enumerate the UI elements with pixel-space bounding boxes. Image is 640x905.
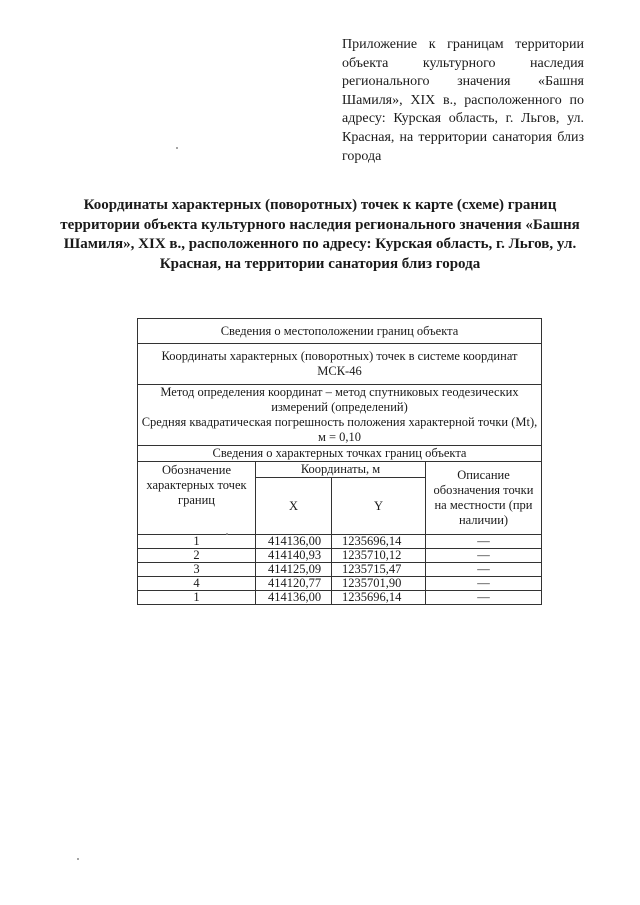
method-text: Метод определения координат – метод спутниковых геодезических измерений (определений): [160, 385, 519, 414]
point-number: 3: [138, 563, 256, 577]
method-row: [138, 385, 542, 446]
point-description: —: [426, 577, 542, 591]
point-number: 1: [138, 591, 256, 605]
y-coordinate: 1235696,14: [332, 591, 426, 605]
table-row: [138, 577, 542, 591]
points-header-row: [138, 446, 542, 462]
x-coordinate: 414136,00: [256, 591, 332, 605]
point-number: 1: [138, 535, 256, 549]
designation-header: Обозначение характерных точек границ: [138, 462, 256, 535]
table-row: [138, 549, 542, 563]
y-header: Y: [332, 478, 426, 535]
scan-speck: [77, 858, 79, 860]
method-cell: [138, 385, 542, 446]
x-coordinate: 414140,93: [256, 549, 332, 563]
coord-system-row: [138, 344, 542, 385]
y-coordinate: 1235715,47: [332, 563, 426, 577]
table-row: [138, 563, 542, 577]
scan-speck: [226, 533, 228, 535]
scan-speck: [176, 147, 178, 149]
accuracy-text: Средняя квадратическая погрешность положения характерной точки (Mt), м = 0,10: [141, 415, 538, 444]
point-number: 4: [138, 577, 256, 591]
x-coordinate: 414125,09: [256, 563, 332, 577]
x-coordinate: 414136,00: [256, 535, 332, 549]
point-description: —: [426, 563, 542, 577]
points-header: Сведения о характерных точках границ объекта: [138, 446, 542, 462]
y-coordinate: 1235710,12: [332, 549, 426, 563]
x-coordinate: 414120,77: [256, 577, 332, 591]
description-header: Описание обозначения точки на местности (при наличии): [426, 462, 542, 535]
point-description: —: [426, 591, 542, 605]
coords-header: Координаты, м: [256, 462, 426, 478]
table-row: [138, 591, 542, 605]
table-header-row: [138, 319, 542, 344]
point-description: —: [426, 535, 542, 549]
y-coordinate: 1235701,90: [332, 577, 426, 591]
y-coordinate: 1235696,14: [332, 535, 426, 549]
location-header: Сведения о местоположении границ объекта: [138, 319, 542, 344]
coord-system: Координаты характерных (поворотных) точек в системе координат МСК-46: [138, 344, 542, 385]
appendix-note: Приложение к границам территории объекта культурного наследия регионального значения «Башня Шамиля», XIX в., расположенного по адресу: Курская область, г. Льгов, ул. Красная, на территории санатория близ города: [342, 37, 584, 164]
table-row: [138, 535, 542, 549]
document-title: Координаты характерных (поворотных) точек к карте (схеме) границ территории объекта культурного наследия регионального значения «Башня Шамиля», XIX в., расположенного по адресу: Курская область, г. Льгов, ул. Красная, на территории санатория близ города: [60, 197, 580, 272]
coordinates-table: [137, 318, 542, 605]
x-header: X: [256, 478, 332, 535]
column-header-row: [138, 462, 542, 478]
point-number: 2: [138, 549, 256, 563]
point-description: —: [426, 549, 542, 563]
